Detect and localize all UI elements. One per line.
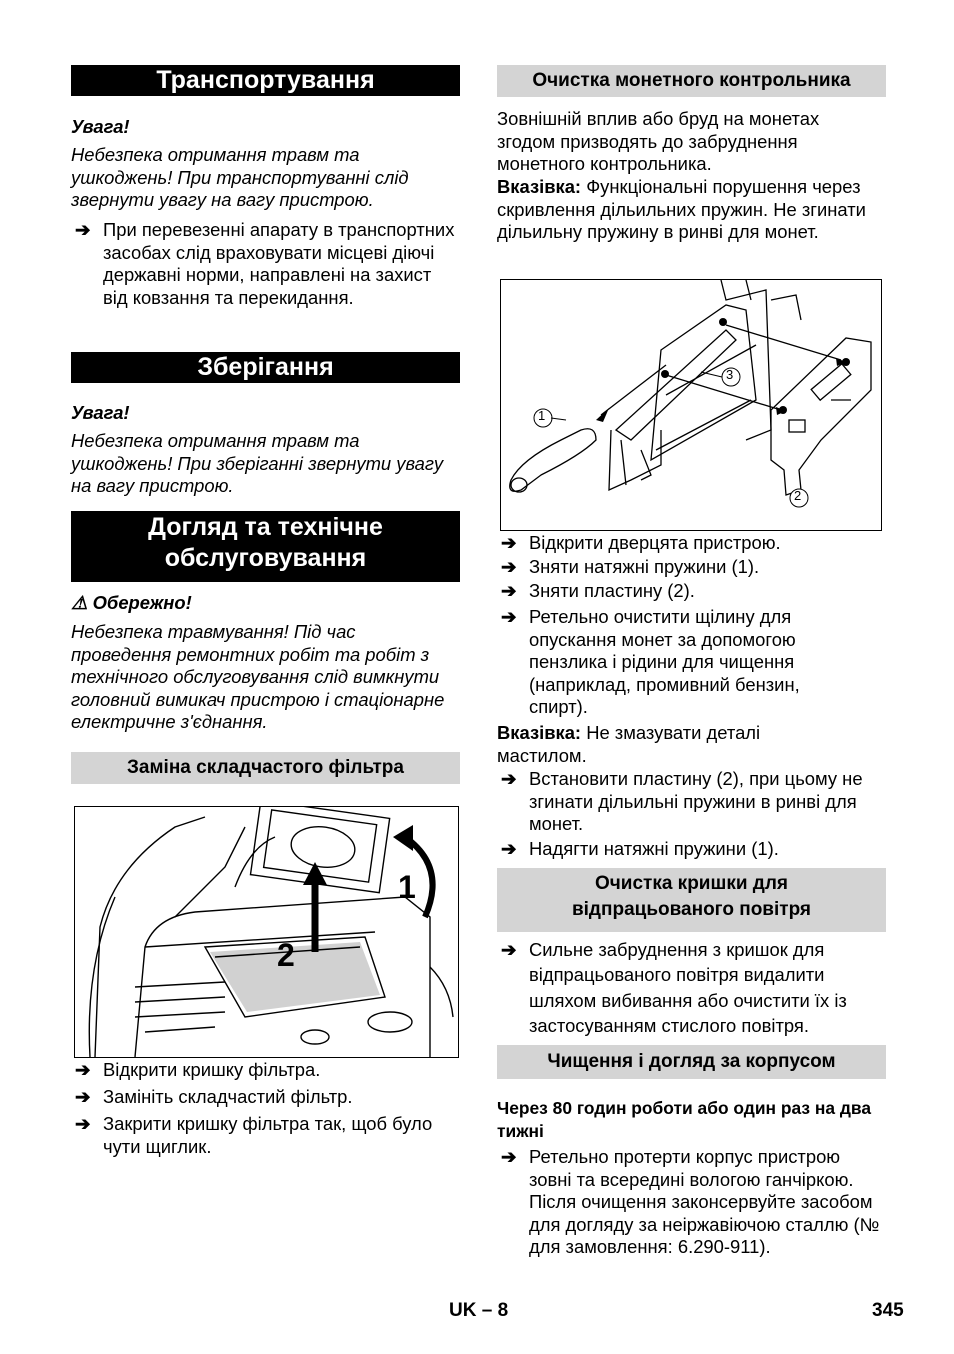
figure-callout: 1 <box>538 408 546 423</box>
arrow-right-icon: ➔ <box>75 1086 91 1107</box>
section-title-transport: Транспортування <box>71 65 460 96</box>
warning-label: Увага! <box>71 402 130 423</box>
figure-callout: 2 <box>794 488 802 503</box>
note: Вказівка: Функціональні порушення через скривлення дільильних пружин. Не згинати дільильну пружину в ринві для монет. <box>497 176 866 243</box>
page-number: 345 <box>872 1300 904 1321</box>
footer-section: UK – 8 <box>449 1300 509 1321</box>
arrow-right-icon: ➔ <box>501 768 517 789</box>
list-item: ➔ Встановити пластину (2), при цьому не згинати дільильні пружини в ринві для монет. <box>501 768 863 835</box>
list-item: ➔ Ретельно очистити щілину для опускання монет за допомогою пензлика і рідини для чищення (наприклад, промивний бензин, спирт). <box>501 606 800 718</box>
list-item: ➔ Надягти натяжні пружини (1). <box>501 838 779 859</box>
figure-label: 2 <box>277 937 295 973</box>
arrow-right-icon: ➔ <box>501 1146 517 1167</box>
note: Вказівка: Не змазувати деталі мастилом. <box>497 722 761 766</box>
subsection-title-exhaust: Очистка кришки для відпрацьованого повітря <box>497 868 886 932</box>
list-item: ➔ Зняти натяжні пружини (1). <box>501 556 760 577</box>
subsection-title-filter: Заміна складчастого фільтра <box>71 752 460 784</box>
arrow-right-icon: ➔ <box>75 219 91 240</box>
warning-text: Небезпека отримання травм та ушкоджень! При зберіганні звернути увагу на вагу пристрою. <box>71 430 444 497</box>
warning-triangle-icon: ⚠ <box>71 592 88 613</box>
vacuum-filter-illustration <box>75 807 458 1057</box>
coin-checker-figure <box>500 279 882 531</box>
coin-checker-illustration <box>501 280 881 530</box>
section-title-maintenance: Догляд та технічне обслуговування <box>71 511 460 582</box>
list-item: ➔ Замініть складчастий фільтр. <box>75 1086 353 1107</box>
arrow-right-icon: ➔ <box>501 532 517 553</box>
figure-callout: 3 <box>726 367 734 382</box>
arrow-right-icon: ➔ <box>501 556 517 577</box>
arrow-right-icon: ➔ <box>75 1113 91 1134</box>
warning-label: Увага! <box>71 116 130 137</box>
paragraph: Зовнішній вплив або бруд на монетах згодом призводять до забруднення монетного контрольника. <box>497 108 820 175</box>
caution-text: Небезпека травмування! Під час проведення ремонтних робіт та робіт з технічного обслуговування слід вимкнути головний вимикач пристрою і стаціонарне електричне з'єднання. <box>71 621 445 733</box>
arrow-right-icon: ➔ <box>501 580 517 601</box>
arrow-right-icon: ➔ <box>75 1059 91 1080</box>
list-item: ➔ При перевезенні апарату в транспортних засобах слід враховувати місцеві діючі державні норми, направлені на захист від ковзання та перекидання. <box>75 219 455 308</box>
arrow-right-icon: ➔ <box>501 838 517 859</box>
warning-text: Небезпека отримання травм та ушкоджень! При транспортуванні слід звернути увагу на вагу пристрою. <box>71 144 409 211</box>
list-item: ➔ Відкрити кришку фільтра. <box>75 1059 321 1080</box>
filter-replacement-figure <box>74 806 459 1058</box>
list-item: ➔ Зняти пластину (2). <box>501 580 695 601</box>
figure-label: 1 <box>398 869 416 905</box>
arrow-right-icon: ➔ <box>501 939 517 960</box>
list-item: ➔ Закрити кришку фільтра так, щоб було чути щиглик. <box>75 1113 433 1157</box>
subsection-title-housing: Чищення і догляд за корпусом <box>497 1045 886 1079</box>
subheading: Через 80 годин роботи або один раз на два тижні <box>497 1098 872 1141</box>
caution-heading: ⚠ Обережно! <box>71 592 192 613</box>
list-item: ➔ Сильне забруднення з кришок для відпрацьованого повітря видалити шляхом вибивання або очистити їх із застосуванням стислого повітря. <box>501 939 847 1036</box>
section-title-storage: Зберігання <box>71 352 460 383</box>
list-item: ➔ Відкрити дверцята пристрою. <box>501 532 781 553</box>
subsection-title-coin: Очистка монетного контрольника <box>497 65 886 97</box>
arrow-right-icon: ➔ <box>501 606 517 627</box>
list-item: ➔ Ретельно протерти корпус пристрою зовні та всередині вологою ганчіркою. Після очищення законсервуйте засобом для догляду за неіржавіючою сталлю (№ для замовлення: 6.290-911). <box>501 1146 880 1258</box>
